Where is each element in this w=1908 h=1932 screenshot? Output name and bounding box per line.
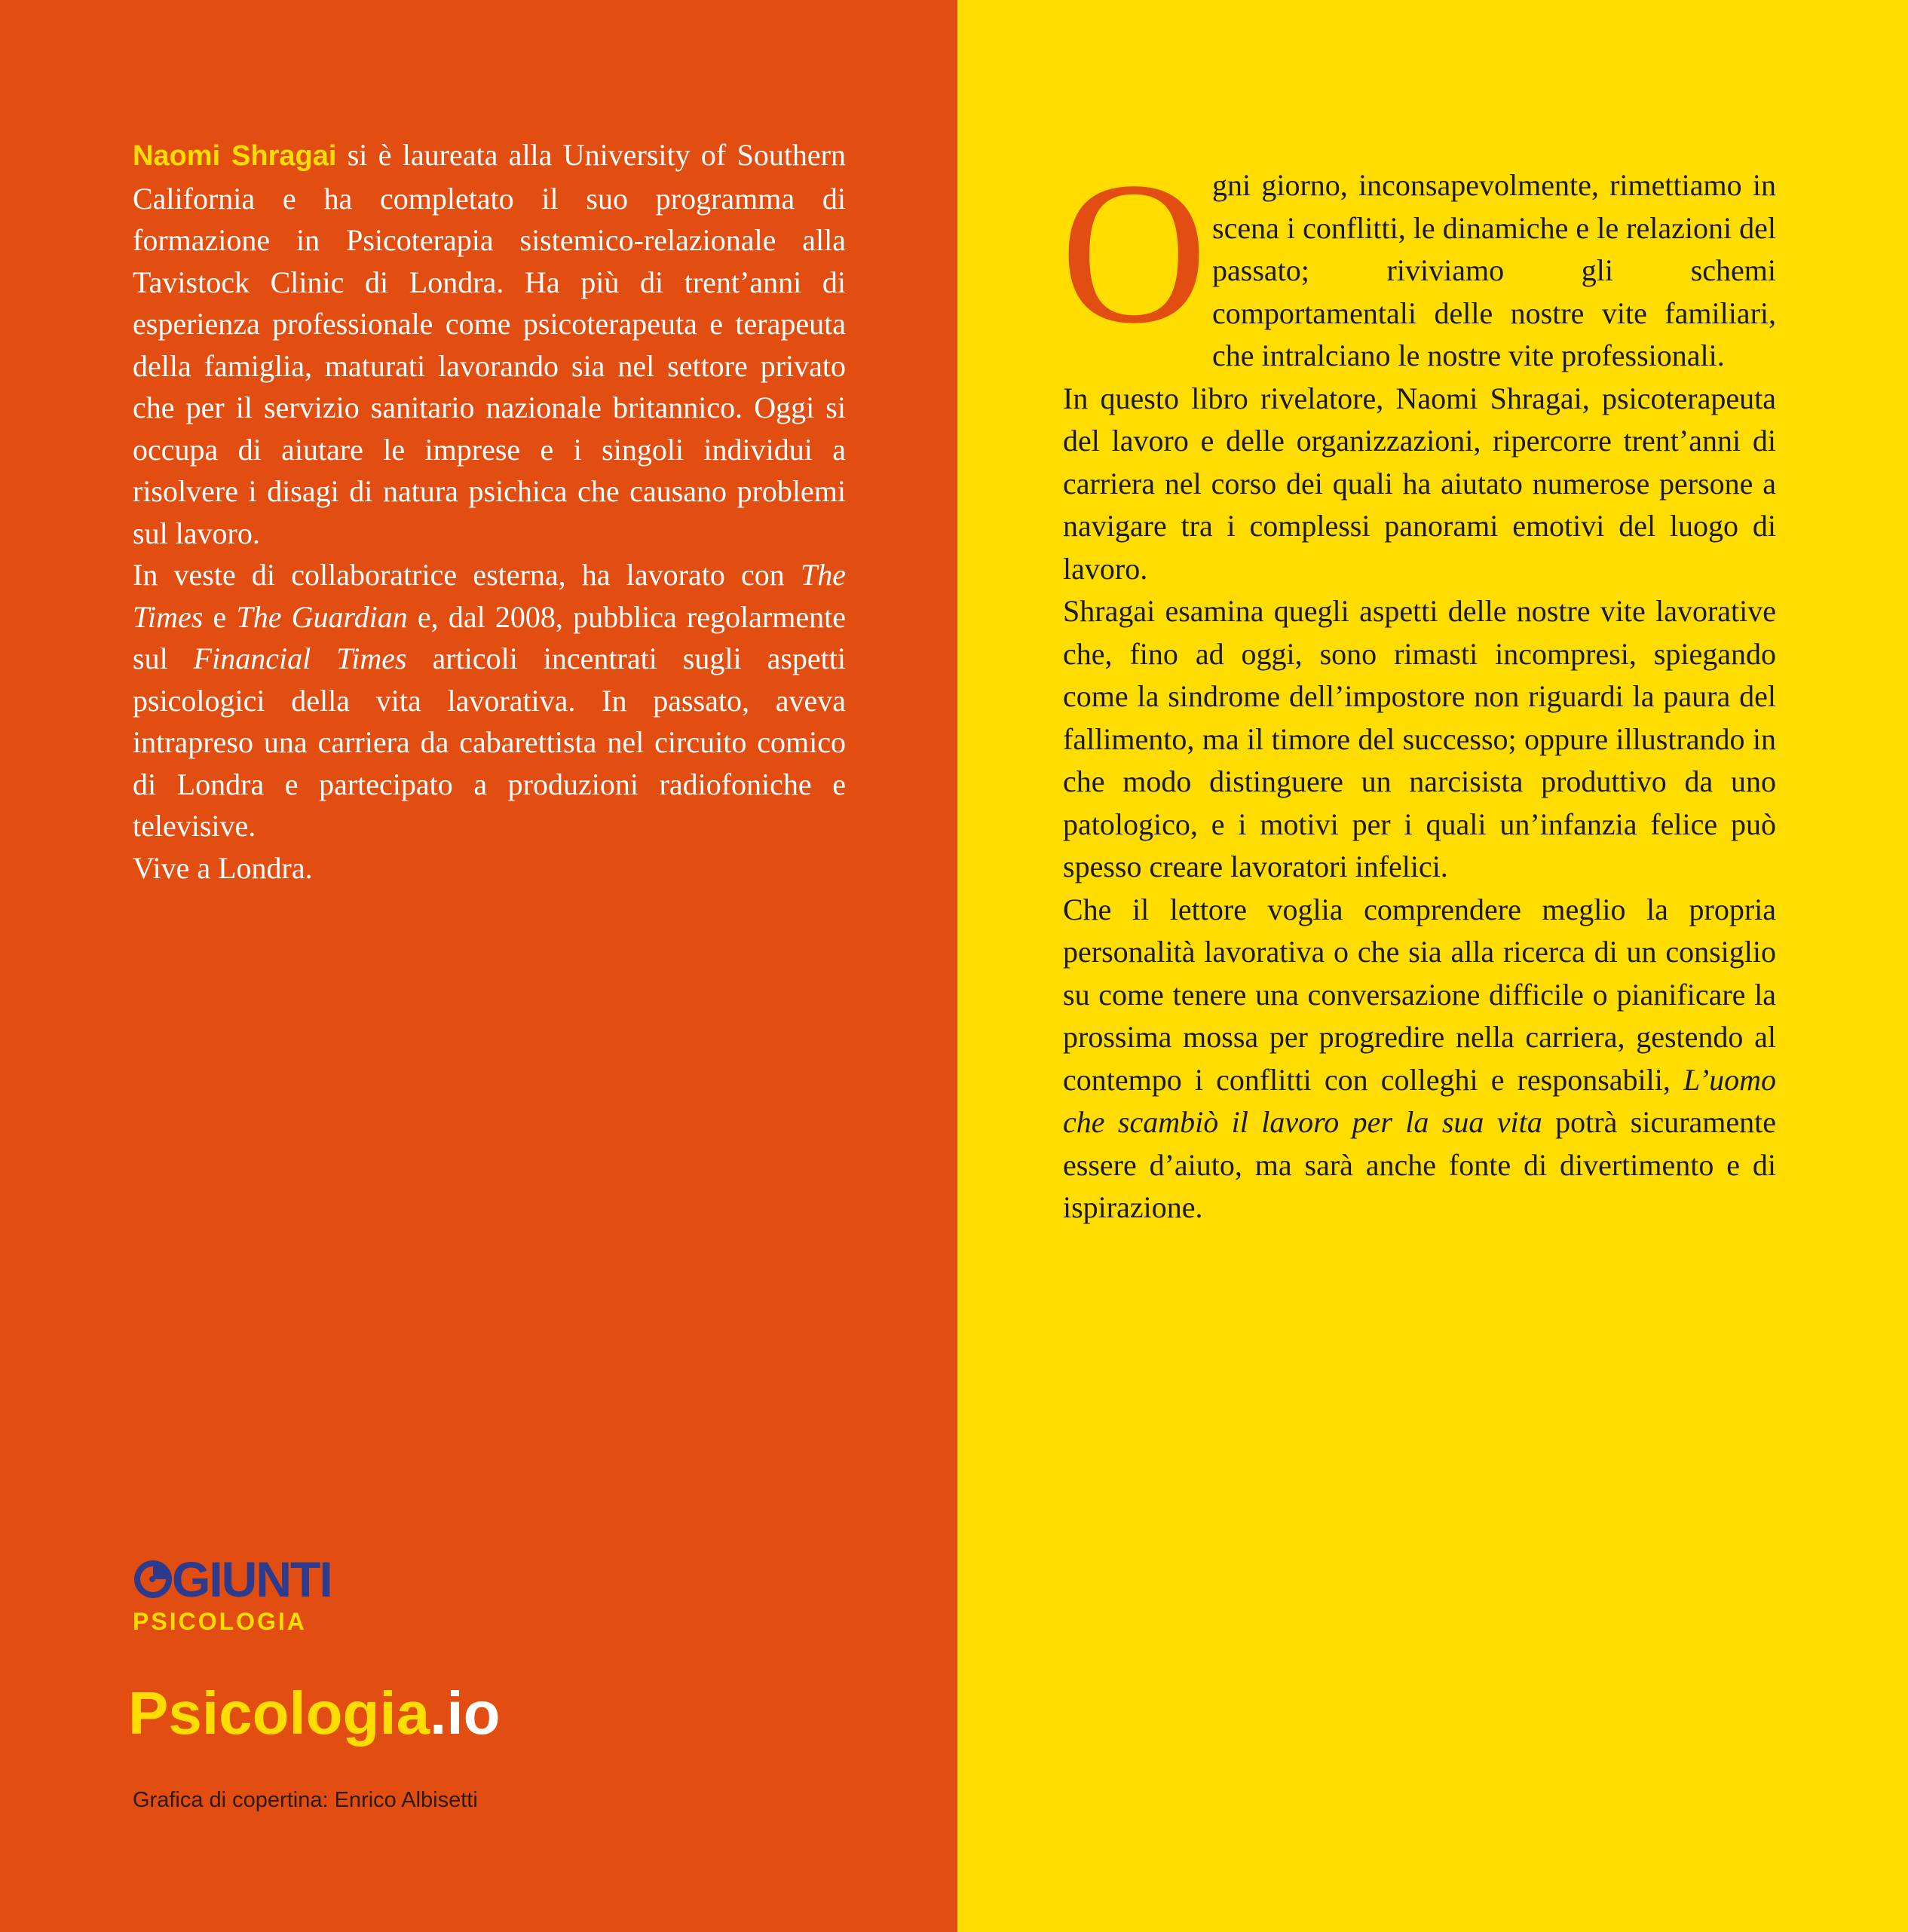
brand-main: Psicologia: [128, 1679, 430, 1747]
author-bio-text: articoli incentrati sugli aspetti psicologici della vita lavorativa. In passato, aveva intrapreso una carriera da cabarettista nel circuito comico di Londra e partecipato a produzioni radiofoniche e televisive.: [133, 641, 846, 843]
book-blurb: [1060, 164, 1777, 1229]
blurb-text: Che il lettore voglia comprendere meglio la propria personalità lavorativa o che sia alla ricerca di un consiglio su come tenere una conversazione difficile o pianificare la prossima mossa per progredire nella carriera, gestendo al contempo i conflitti con colleghi e responsabili,: [1063, 892, 1776, 1097]
giunti-wordmark: GIUNTI: [172, 1551, 332, 1607]
author-bio-paragraph-1: [133, 134, 846, 554]
author-bio-paragraph-2: [133, 554, 846, 847]
publication-title: The Guardian: [236, 599, 408, 634]
giunti-psicologia-logo: [133, 1551, 389, 1637]
blurb-paragraph-3: Shragai esamina quegli aspetti delle nostre vite lavorative che, fino ad oggi, sono rimasti incompresi, spiegando come la sindrome dell’impostore non riguardi la paura del fallimento, ma il timore del successo; oppure illustrando in che modo distinguere un narcisista produttivo da uno patologico, e i motivi per i quali un’infanzia felice può spesso creare lavoratori infelici.: [1063, 594, 1776, 883]
book-title: L’uomo che scambiò il lavoro per la sua vita: [1063, 1062, 1776, 1139]
giunti-imprint: PSICOLOGIA: [133, 1608, 307, 1635]
author-name: Naomi Shragai: [133, 140, 337, 172]
psicologia-io-logo: [128, 1679, 500, 1747]
author-bio-text: In veste di collaboratrice esterna, ha lavorato con: [133, 558, 801, 592]
publication-title: Financial Times: [193, 641, 407, 675]
blurb-text: gni giorno, inconsapevolmente, rimettiamo in scena i conflitti, le dinamiche e le relazioni del passato; riviviamo gli schemi comportamentali delle nostre vite familiari, che intralciano le nostre vite professionali.: [1212, 168, 1776, 372]
author-bio-paragraph-3: Vive a Londra.: [133, 850, 313, 885]
author-bio: [133, 134, 846, 889]
blurb-paragraph-4: [1063, 889, 1776, 1229]
author-bio-text: si è laureata alla University of Southern California e ha completato il suo programma di formazione in Psicoterapia sistemico-relazionale alla Tavistock Clinic di Londra. Ha più di trent’anni di esperienza professionale come psicoterapeuta e terapeuta della famiglia, maturati lavorando sia nel settore privato che per il servizio sanitario nazionale britannico. Oggi si occupa di aiutare le imprese e i singoli individui a risolvere i disagi di natura psichica che causano problemi sul lavoro.: [133, 138, 846, 550]
cover-credits: Grafica di copertina: Enrico Albisetti: [133, 1788, 478, 1812]
giunti-swirl-icon: [133, 1559, 173, 1600]
publication-title: The Times: [133, 558, 846, 634]
author-bio-text: e, dal 2008, pubblica regolarmente sul: [133, 599, 846, 675]
brand-tld: .io: [430, 1679, 501, 1747]
blurb-paragraph-1: [1060, 164, 1776, 378]
blurb-text: potrà sicuramente essere d’aiuto, ma sarà anche fonte di divertimento e di ispirazione.: [1063, 1105, 1777, 1224]
author-bio-text: e: [203, 599, 237, 634]
dropcap-o: [1060, 170, 1208, 341]
svg-text:O: O: [1060, 170, 1208, 341]
blurb-paragraph-2: In questo libro rivelatore, Naomi Shragai, psicoterapeuta del lavoro e delle organizzazioni, ripercorre trent’anni di carriera nel corso dei quali ha aiutato numerose persone a navigare tra i complessi panorami emotivi del luogo di lavoro.: [1063, 381, 1776, 586]
